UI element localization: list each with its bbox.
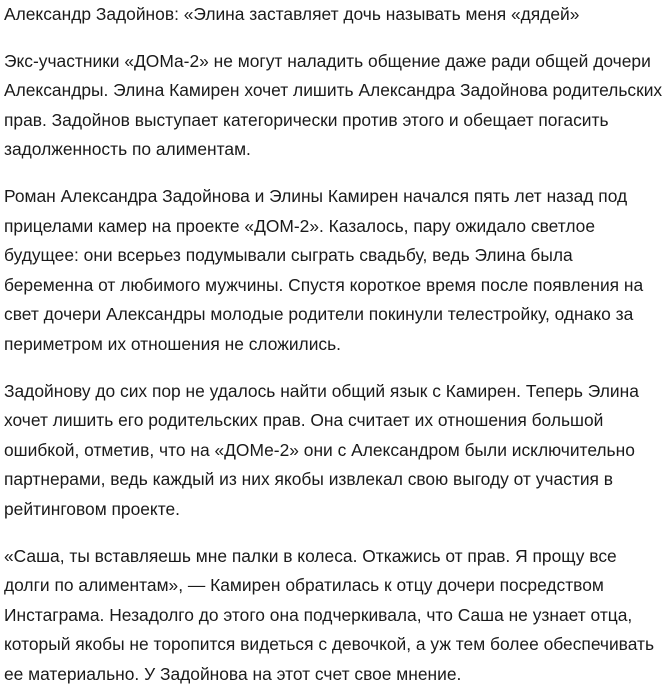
article-paragraph-4: «Саша, ты вставляешь мне палки в колеса. Откажись от прав. Я прощу все долги по алиментам», — Камирен обратилась к отцу дочери посредством Инстаграма. Незадолго до этого она подчеркивала, что Саша не узнает отца, который якобы не торопится видеться с девочкой, а уж тем более обеспечивать ее материально. У Задойнова на этот счет свое мнение. [4,542,666,689]
article-title: Александр Задойнов: «Элина заставляет дочь называть меня «дядей» [4,0,666,30]
article [4,0,666,689]
article-paragraph-2: Роман Александра Задойнова и Элины Камирен начался пять лет назад под прицелами камер на проекте «ДОМ-2». Казалось, пару ожидало светлое будущее: они всерьез подумывали сыграть свадьбу, ведь Элина была беременна от любимого мужчины. Спустя короткое время после появления на свет дочери Александры молодые родители покинули телестройку, однако за периметром их отношения не сложились. [4,182,666,360]
article-paragraph-3: Задойнову до сих пор не удалось найти общий язык с Камирен. Теперь Элина хочет лишить его родительских прав. Она считает их отношения большой ошибкой, отметив, что на «ДОМе-2» они с Александром были исключительно партнерами, ведь каждый из них якобы извлекал свою выгоду от участия в рейтинговом проекте. [4,377,666,525]
article-paragraph-1: Экс-участники «ДОМа-2» не могут наладить общение даже ради общей дочери Александры. Элина Камирен хочет лишить Александра Задойнова родительских прав. Задойнов выступает категорически против этого и обещает погасить задолженность по алиментам. [4,47,666,165]
